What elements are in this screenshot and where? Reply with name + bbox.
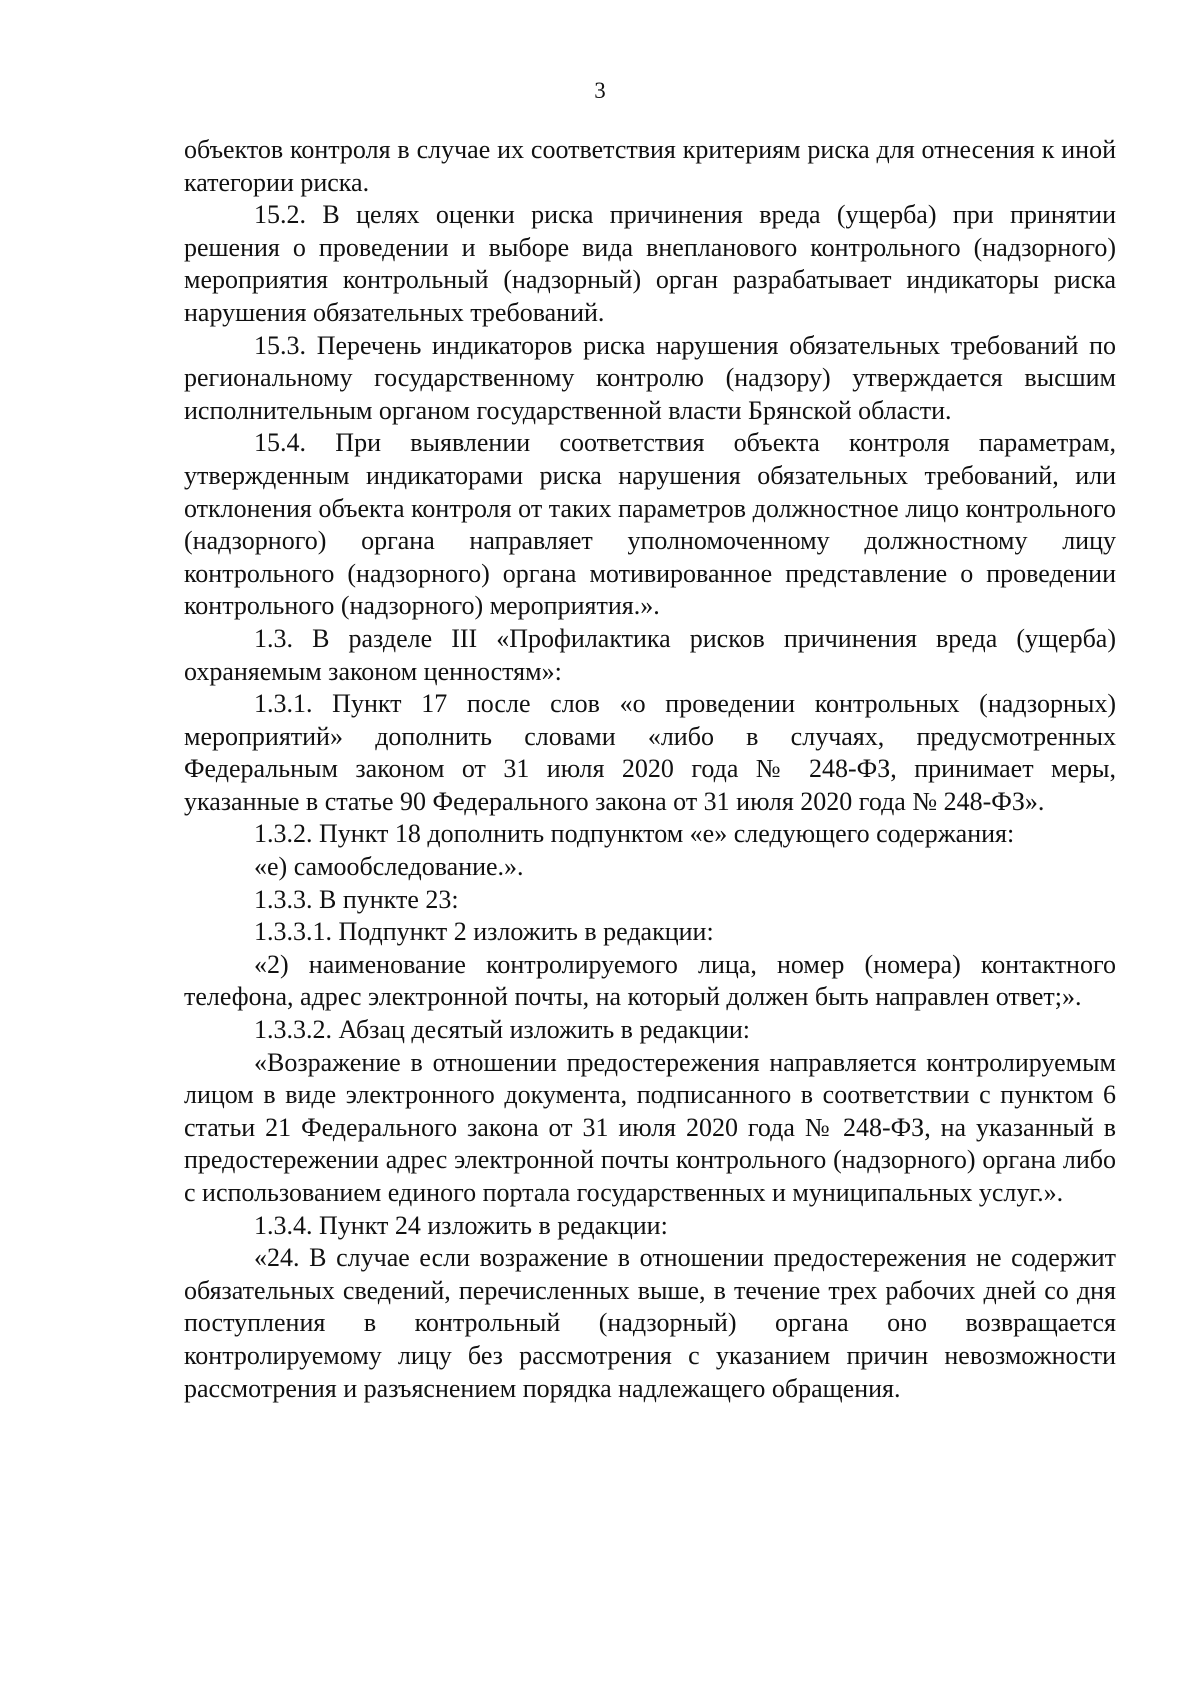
document-body	[184, 134, 1116, 1405]
paragraph: 1.3.4. Пункт 24 изложить в редакции:	[254, 1210, 668, 1240]
paragraph: 15.4. При выявлении соответствия объекта контроля параметрам, утвержденным индикаторами риска нарушения обязательных требований, или отклонения объекта контроля от таких параметров должностное лицо контрольного (надзорного) органа направляет уполномоченному должностному лицу контрольного (надзорного) органа мотивированное представление о проведении контрольного (надзорного) мероприятия.».	[184, 428, 1116, 621]
paragraph: «Возражение в отношении предостережения направляется контролируемым лицом в виде электронного документа, подписанного в соответствии с пунктом 6 статьи 21 Федерального закона от 31 июля 2020 года № 248-ФЗ, на указанный в предостережении адрес электронной почты контрольного (надзорного) органа либо с использованием единого портала государственных и муниципальных услуг.».	[184, 1047, 1116, 1207]
paragraph: 1.3.2. Пункт 18 дополнить подпунктом «е» следующего содержания:	[254, 819, 1015, 849]
page-number: 3	[594, 78, 606, 103]
paragraph: 1.3.1. Пункт 17 после слов «о проведении контрольных (надзорных) мероприятий» дополнить словами «либо в случаях, предусмотренных Федеральным законом от 31 июля 2020 года № 248-ФЗ, принимает меры, указанные в статье 90 Федерального закона от 31 июля 2020 года № 248-ФЗ».	[184, 689, 1116, 816]
paragraph: 1.3.3.1. Подпункт 2 изложить в редакции:	[254, 917, 714, 947]
paragraph: «2) наименование контролируемого лица, номер (номера) контактного телефона, адрес электронной почты, на который должен быть направлен ответ;».	[184, 949, 1116, 1012]
paragraph: объектов контроля в случае их соответствия критериям риска для отнесения к иной категории риска.	[184, 135, 1116, 197]
paragraph: 1.3.3.2. Абзац десятый изложить в редакции:	[254, 1015, 751, 1045]
paragraph: 1.3.3. В пункте 23:	[254, 884, 459, 914]
paragraph: «24. В случае если возражение в отношении предостережения не содержит обязательных сведений, перечисленных выше, в течение трех рабочих дней со дня поступления в контрольный (надзорный) органа оно возвращается контролируемому лицу без рассмотрения с указанием причин невозможности рассмотрения и разъяснением порядка надлежащего обращения.	[184, 1243, 1116, 1403]
paragraph: 1.3. В разделе III «Профилактика рисков причинения вреда (ущерба) охраняемым законом ценностям»:	[184, 623, 1116, 686]
paragraph: «е) самообследование.».	[254, 852, 524, 882]
paragraph: 15.2. В целях оценки риска причинения вреда (ущерба) при принятии решения о проведении и выборе вида внепланового контрольного (надзорного) мероприятия контрольный (надзорный) орган разрабатывает индикаторы риска нарушения обязательных требований.	[184, 200, 1116, 327]
paragraph: 15.3. Перечень индикаторов риска нарушения обязательных требований по региональному государственному контролю (надзору) утверждается высшим исполнительным органом государственной власти Брянской области.	[184, 330, 1116, 425]
